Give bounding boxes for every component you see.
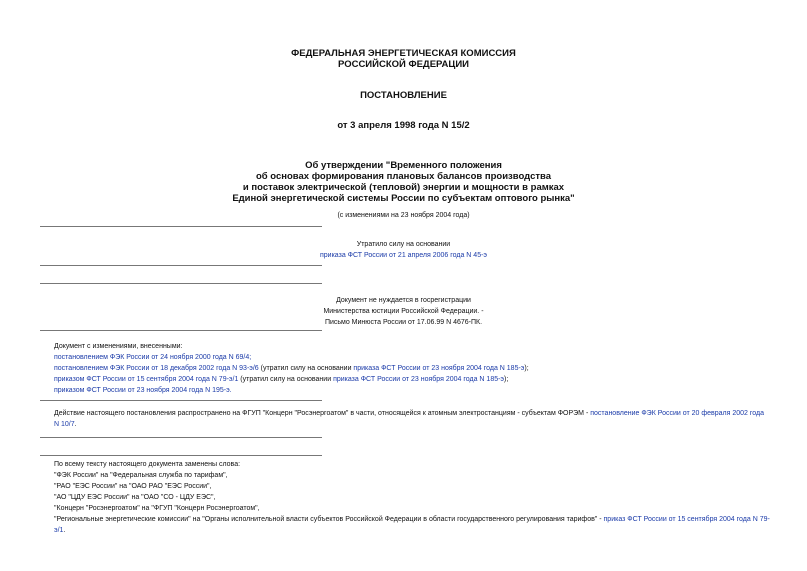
divider	[40, 437, 322, 438]
change-link-4[interactable]: приказом ФСТ России от 23 ноября 2004 года N 195-э.	[54, 387, 232, 394]
divider	[40, 455, 322, 456]
lost-force-link-wrap	[0, 250, 807, 261]
list-item	[40, 363, 770, 374]
replacements-intro: По всему тексту настоящего документа заменены слова:	[54, 461, 241, 468]
change-tail: );	[524, 365, 529, 372]
lost-force-link[interactable]: приказа ФСТ России от 21 апреля 2006 года N 45-э	[319, 252, 487, 259]
registration-line3: Письмо Минюста России от 17.06.99 N 4676-ПК.	[324, 319, 483, 326]
change-tail: );	[504, 376, 509, 383]
list-item	[40, 385, 770, 396]
change-note: (утратил силу на основании	[238, 376, 334, 383]
change-note-link-2[interactable]: приказа ФСТ России от 23 ноября 2004 года N 185-э	[353, 365, 525, 372]
lost-force-text: Утратило силу на основании	[356, 241, 451, 248]
change-note-link-3[interactable]: приказа ФСТ России от 23 ноября 2004 года N 185-э	[333, 376, 505, 383]
title-line3: и поставок электрической (тепловой) энергии и мощности в рамках	[242, 182, 565, 193]
list-item: "Концерн "Росэнергоатом" на "ФГУП "Концерн Росэнергоатом",	[54, 505, 260, 512]
replacements-block	[40, 459, 770, 536]
extension-text: Действие настоящего постановления распространено на ФГУП "Концерн "Росэнергоатом" в части, относящейся к атомным электростанциям - субъектам ФОРЭМ -	[54, 410, 591, 417]
extension-text-wrap	[40, 408, 770, 430]
title-line1: Об утверждении "Временного положения	[305, 160, 502, 171]
registration-line2: Министерства юстиции Российской Федерации. -	[323, 308, 484, 315]
change-link-2[interactable]: постановлением ФЭК России от 18 декабря 2002 года N 93-э/6	[54, 365, 259, 372]
change-link-3[interactable]: приказом ФСТ России от 15 сентября 2004 года N 79-э/1	[54, 376, 239, 383]
divider	[40, 330, 322, 331]
title-line4: Единой энергетической системы России по субъектам оптового рынка"	[232, 193, 575, 204]
org-name-line1: ФЕДЕРАЛЬНАЯ ЭНЕРГЕТИЧЕСКАЯ КОМИССИЯ	[291, 48, 516, 59]
registration-line1: Документ не нуждается в госрегистрации	[336, 297, 471, 304]
divider	[40, 400, 322, 401]
extension-tail: .	[74, 421, 77, 428]
doc-date-number: от 3 апреля 1998 года N 15/2	[337, 120, 470, 131]
list-item: "ФЭК России" на "Федеральная служба по тарифам",	[54, 472, 228, 479]
changes-block	[40, 341, 770, 396]
list-item	[40, 352, 770, 363]
title-line2: об основах формирования плановых балансов производства	[255, 171, 552, 182]
divider	[40, 226, 322, 227]
org-name-line2: РОССИЙСКОЙ ФЕДЕРАЦИИ	[337, 59, 469, 70]
changes-intro: Документ с изменениями, внесенными:	[54, 343, 183, 350]
change-link-1[interactable]: постановлением ФЭК России от 24 ноября 2000 года N 69/4;	[54, 354, 252, 361]
list-item	[40, 514, 770, 536]
extension-paragraph	[40, 408, 770, 430]
replacement-link[interactable]: приказ ФСТ России от 15 сентября 2004 года N 79-э/1	[54, 516, 770, 534]
change-note: (утратил силу на основании	[258, 365, 354, 372]
extension-link[interactable]: постановление ФЭК России от 20 февраля 2002 года N 10/7	[54, 410, 764, 428]
amendment-note: (с изменениями на 23 ноября 2004 года)	[337, 212, 470, 219]
list-item: "АО "ЦДУ ЕЭС России" на "ОАО "СО - ЦДУ ЕЭС",	[54, 494, 216, 501]
list-item: "РАО "ЕЭС России" на "ОАО РАО "ЕЭС России",	[54, 483, 212, 490]
divider	[40, 265, 322, 266]
divider	[40, 283, 322, 284]
doc-type: ПОСТАНОВЛЕНИЕ	[360, 90, 447, 101]
replacement-tail: .	[63, 527, 66, 534]
replacement-last-text: "Региональные энергетические комиссии" на "Органы исполнительной власти субъектов Российской Федерации в области государственного регулирования тарифов" -	[54, 516, 604, 523]
list-item	[40, 374, 770, 385]
